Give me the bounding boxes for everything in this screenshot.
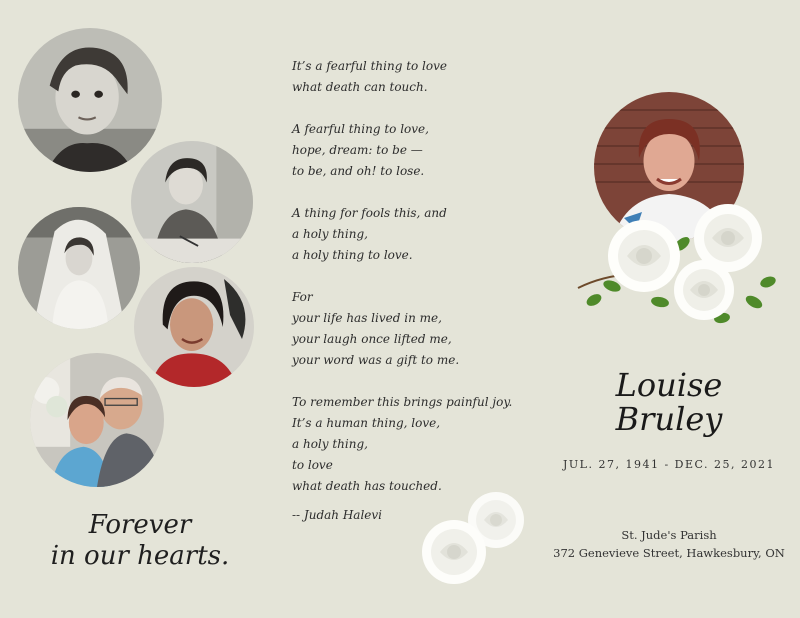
poem xyxy=(292,56,542,526)
poem-stanza-4 xyxy=(292,287,542,371)
poem-panel xyxy=(270,0,560,618)
white-roses-bouquet xyxy=(572,190,782,330)
poem-line: what death can touch. xyxy=(292,80,428,94)
photo-red-blouse xyxy=(134,267,254,387)
poem-stanza-5 xyxy=(292,392,542,497)
poem-line: to love xyxy=(292,458,333,472)
photo-childhood xyxy=(18,28,162,172)
photo-collage-panel xyxy=(0,0,270,618)
poem-line: a holy thing, xyxy=(292,437,368,451)
poem-line: It’s a fearful thing to love xyxy=(292,59,447,73)
photo-couple xyxy=(30,353,164,487)
poem-line: a holy thing to love. xyxy=(292,248,413,262)
closing-message xyxy=(30,510,250,572)
poem-line: your laugh once lifted me, xyxy=(292,332,452,346)
venue-address: 372 Genevieve Street, Hawkesbury, ON xyxy=(553,546,785,560)
poem-line: A fearful thing to love, xyxy=(292,122,429,136)
venue-name: St. Jude's Parish xyxy=(621,528,717,542)
poem-stanza-3 xyxy=(292,203,542,266)
memorial-panel xyxy=(553,0,800,618)
poem-line: a holy thing, xyxy=(292,227,368,241)
poem-line: your life has lived in me, xyxy=(292,311,442,325)
poem-stanza-2 xyxy=(292,119,542,182)
deceased-name xyxy=(560,368,778,436)
closing-line-1: Forever xyxy=(88,510,192,540)
poem-line: For xyxy=(292,290,313,304)
poem-line: what death has touched. xyxy=(292,479,442,493)
poem-author: -- Judah Halevi xyxy=(292,508,383,522)
photo-wedding xyxy=(18,207,140,329)
poem-line: A thing for fools this, and xyxy=(292,206,447,220)
poem-stanza-1 xyxy=(292,56,542,98)
poem-line: to be, and oh! to lose. xyxy=(292,164,425,178)
poem-line: your word was a gift to me. xyxy=(292,353,460,367)
poem-line: hope, dream: to be — xyxy=(292,143,423,157)
closing-line-2: in our hearts. xyxy=(50,541,230,571)
last-name: Bruley xyxy=(615,400,723,438)
photo-young-woman-desk xyxy=(131,141,253,263)
service-location xyxy=(550,526,788,562)
poem-line: It’s a human thing, love, xyxy=(292,416,441,430)
first-name: Louise xyxy=(615,366,723,404)
life-dates: JUL. 27, 1941 - DEC. 25, 2021 xyxy=(562,458,776,471)
poem-line: To remember this brings painful joy. xyxy=(292,395,513,409)
white-roses-illustration xyxy=(418,490,528,590)
